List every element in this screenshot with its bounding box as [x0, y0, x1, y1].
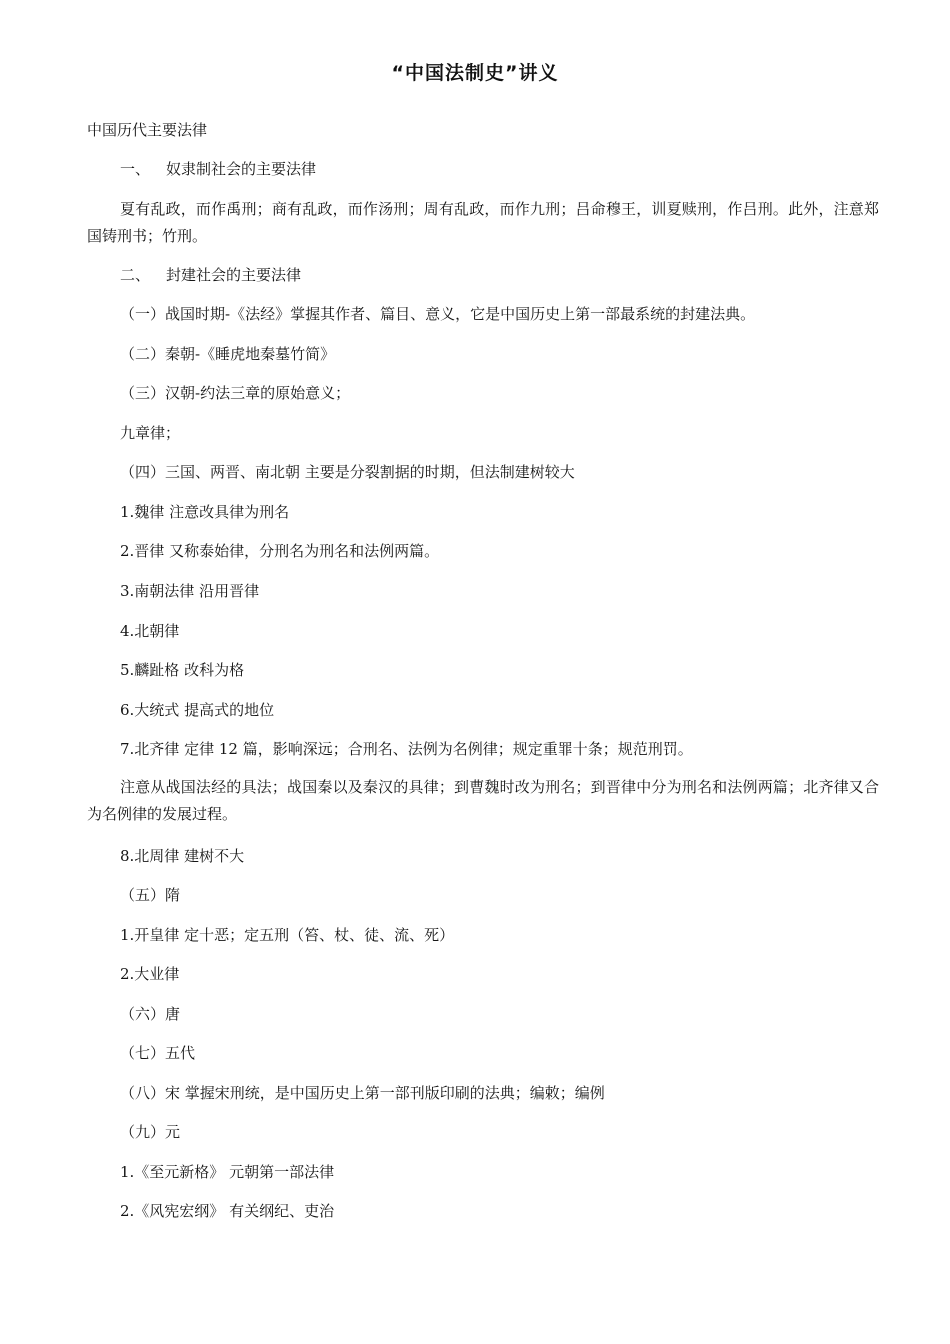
list-item: 1.《至元新格》 元朝第一部法律 — [120, 1163, 335, 1181]
section-1-title: 奴隶制社会的主要法律 — [166, 160, 317, 178]
section-2-heading — [120, 265, 301, 285]
list-item: （三）汉朝-约法三章的原始意义； — [120, 384, 351, 402]
list-item: 1.开皇律 定十恶；定五刑（笞、杖、徒、流、死） — [120, 926, 455, 944]
list-item: 3.南朝法律 沿用晋律 — [120, 582, 260, 600]
section-heading: 中国历代主要法律 — [87, 121, 208, 139]
list-item: （八）宋 掌握宋刑统，是中国历史上第一部刊版印刷的法典；编敕；编例 — [120, 1084, 605, 1102]
section-1-heading — [120, 159, 316, 179]
list-item: 九章律； — [120, 424, 181, 442]
list-item: （二）秦朝-《睡虎地秦墓竹简》 — [120, 345, 336, 363]
list-item: （九）元 — [120, 1123, 181, 1141]
section-2-title: 封建社会的主要法律 — [166, 266, 302, 284]
list-item: （一）战国时期-《法经》掌握其作者、篇目、意义，它是中国历史上第一部最系统的封建法典。 — [120, 305, 756, 323]
list-item: （四）三国、两晋、南北朝 主要是分裂割据的时期，但法制建树较大 — [120, 463, 575, 481]
paragraph-note: 注意从战国法经的具法；战国秦以及秦汉的具律；到曹魏时改为刑名；到晋律中分为刑名和法例两篇；北齐律又合为名例律的发展过程。 — [87, 778, 879, 823]
list-item: （七）五代 — [120, 1044, 196, 1062]
list-item: （五）隋 — [120, 886, 181, 904]
section-1-number: 一、 — [120, 160, 151, 178]
list-item: 5.麟趾格 改科为格 — [120, 661, 245, 679]
section-2-number: 二、 — [120, 266, 151, 284]
list-item: 1.魏律 注意改具律为刑名 — [120, 503, 290, 521]
paragraph-ancient-laws: 夏有乱政，而作禹刑；商有乱政，而作汤刑；周有乱政，而作九刑；吕命穆王，训夏赎刑，作吕刑。此外，注意郑国铸刑书；竹刑。 — [87, 200, 879, 245]
list-item: 2.大业律 — [120, 965, 180, 983]
list-item: 4.北朝律 — [120, 622, 180, 640]
list-item: 6.大统式 提高式的地位 — [120, 701, 275, 719]
list-item: 2.晋律 又称泰始律，分刑名为刑名和法例两篇。 — [120, 542, 440, 560]
document-title: “中国法制史”讲义 — [391, 62, 559, 84]
list-item: （六）唐 — [120, 1005, 181, 1023]
list-item: 7.北齐律 定律 12 篇，影响深远；合刑名、法例为名例律；规定重罪十条；规范刑罚。 — [120, 740, 693, 758]
list-item: 8.北周律 建树不大 — [120, 847, 245, 865]
list-item: 2.《风宪宏纲》 有关纲纪、吏治 — [120, 1202, 335, 1220]
